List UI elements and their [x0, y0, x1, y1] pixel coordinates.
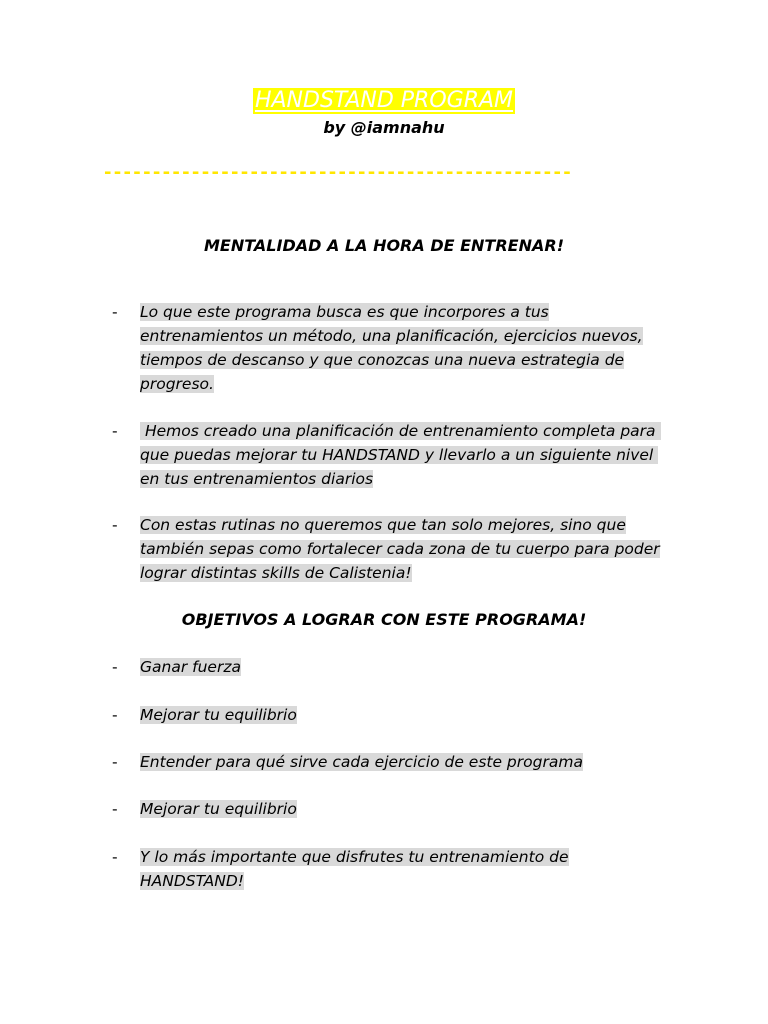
list-item-text: Y lo más importante que disfrutes tu entrenamiento de HANDSTAND! [140, 848, 569, 890]
list-item-text: Hemos creado una planificación de entrenamiento completa para que puedas mejorar tu HANDSTAND y llevarlo a un siguiente nivel en tus entrenamientos diarios [140, 422, 661, 488]
document-title: HANDSTAND PROGRAM [254, 88, 514, 113]
section-heading-objetivos: OBJETIVOS A LOGRAR CON ESTE PROGRAMA! [181, 610, 587, 629]
list-item-text: Entender para qué sirve cada ejercicio de este programa [140, 753, 583, 771]
bullet-dash: - [112, 658, 118, 676]
bullet-dash: - [112, 848, 118, 866]
bullet-dash: - [112, 422, 118, 440]
separator-line: ------------------------------------------------ [104, 162, 573, 183]
section-heading-mentalidad: MENTALIDAD A LA HORA DE ENTRENAR! [204, 236, 564, 255]
list-item-text: Ganar fuerza [140, 658, 241, 676]
bullet-dash: - [112, 516, 118, 534]
bullet-dash: - [112, 753, 118, 771]
list-item-text: Mejorar tu equilibrio [140, 800, 297, 818]
list-item-text: Mejorar tu equilibrio [140, 706, 297, 724]
bullet-dash: - [112, 800, 118, 818]
author-byline: by @iamnahu [323, 118, 445, 137]
bullet-dash: - [112, 303, 118, 321]
list-item-text: Lo que este programa busca es que incorpores a tus entrenamientos un método, una planificación, ejercicios nuevos, tiempos de descanso y que conozcas una nueva estrategia de progreso. [140, 303, 643, 393]
title-container [0, 88, 768, 114]
bullet-dash: - [112, 706, 118, 724]
list-item-text: Con estas rutinas no queremos que tan solo mejores, sino que también sepas como fortalecer cada zona de tu cuerpo para poder lograr distintas skills de Calistenia! [140, 516, 660, 582]
